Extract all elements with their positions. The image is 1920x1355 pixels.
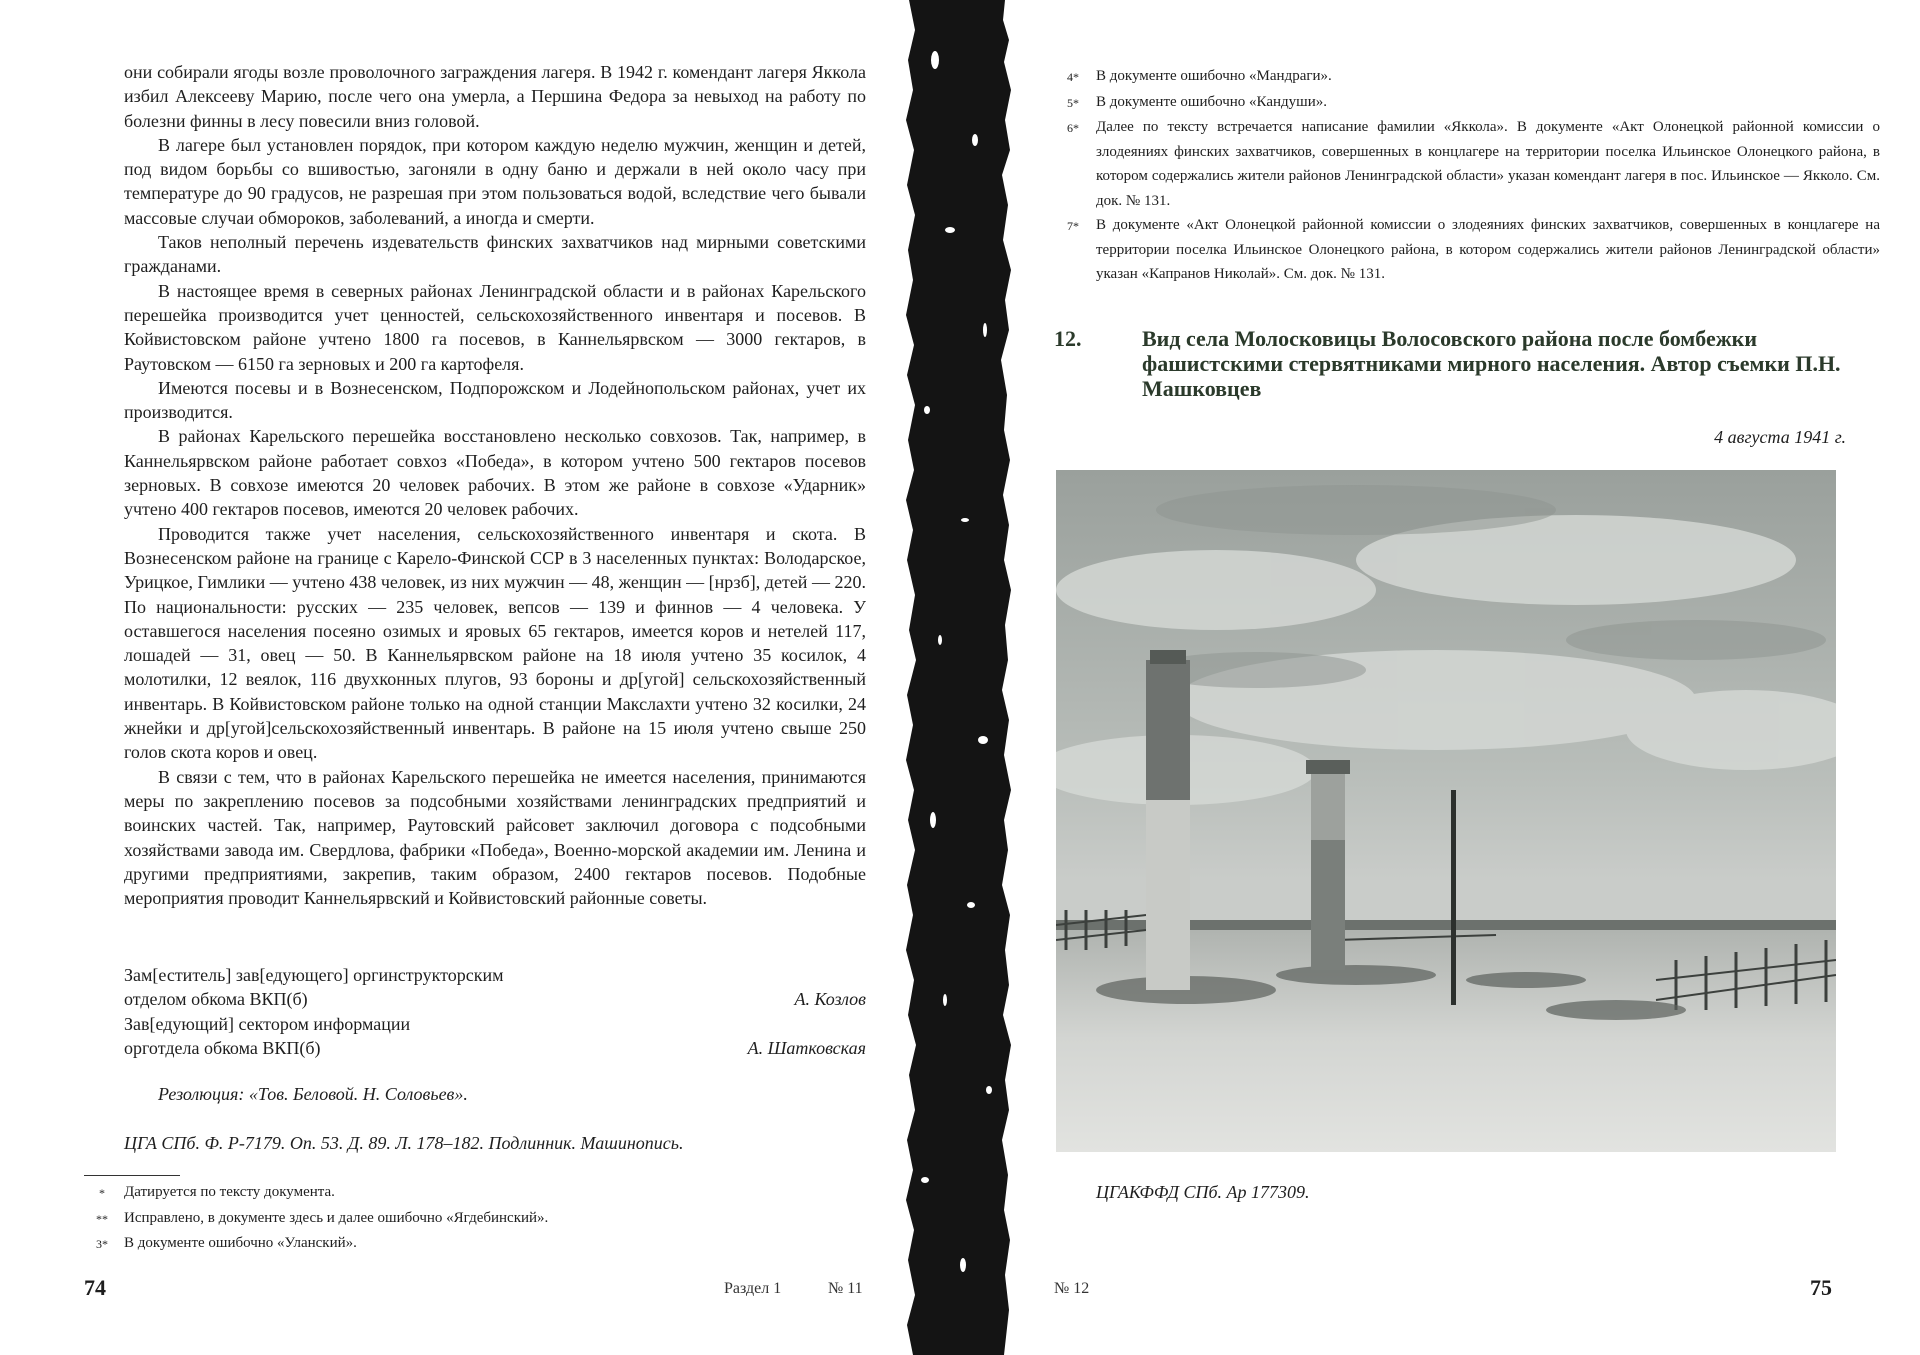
footnote [1050,90,1880,116]
signature-block [124,963,866,1060]
torn-edge-divider [905,0,1012,1355]
body-paragraph: В лагере был установлен порядок, при котором каждую неделю мужчин, женщин и детей, под видом борьбы со вшивостью, загоняли в одну баню и держали в ней около часу при температуре до 90 градусов, не разрешая при этом пользоваться водой, вследствие чего бывали массовые случаи обмороков, заболеваний, а иногда и смерти. [124,134,866,228]
body-paragraph: В связи с тем, что в районах Карельского перешейка не имеется населения, принимаются меры по закреплению посевов за подсобными хозяйствами ленинградских предприятий и воинских частей. Так, например, Раутовский райсовет заключил договора с подсобными хозяйствами завода им. Свердлова, фабрики «Победа», Военно-морской академии им. Ленина и другими предприятиями, закрепив, таким образом, 2400 гектаров посевов. Подобные мероприятия проводит Каннельярвский и Койвистовский районные советы. [124,766,866,909]
archive-reference: ЦГА СПб. Ф. Р-7179. Оп. 53. Д. 89. Л. 178–182. Подлинник. Машинопись. [124,1133,684,1153]
document-heading [1054,326,1880,401]
footnote-mark: 7* [1067,219,1079,233]
footnote-mark: 4* [1067,70,1079,84]
footnote-divider [84,1175,180,1176]
document-title: Вид села Молосковицы Волосовского района после бомбежки фашистскими стервятниками мирного населения. Автор съемки П.Н. Машковцев [1142,326,1841,401]
footnotes-left [80,1180,870,1257]
footnote [80,1206,870,1232]
footnote [1050,213,1880,287]
body-paragraph: Имеются посевы и в Вознесенском, Подпорожском и Лодейнопольском районах, учет их производится. [124,377,866,423]
footnote-mark: 6* [1067,121,1079,135]
running-header-doc-number: № 12 [1054,1280,1090,1297]
left-page [0,0,905,1355]
footnote [1050,115,1880,213]
signer-name: А. Козлов [794,989,866,1010]
footnote [1050,64,1880,90]
body-paragraph: они собирали ягоды возле проволочного заграждения лагеря. В 1942 г. комендант лагеря Яккола избил Алексееву Марию, после чего она умерла, а Першина Федора за невыход на работу по болезни финны в лесу повесили вниз головой. [124,62,866,131]
footnote-text: В документе ошибочно «Кандуши». [1096,93,1327,110]
right-page [1012,0,1920,1355]
footnote-mark: * [99,1186,105,1200]
footnote-text: В документе ошибочно «Мандраги». [1096,68,1332,84]
body-paragraph: Проводится также учет населения, сельскохозяйственного инвентаря и скота. В Вознесенском районе на границе с Карело-Финской ССР в 3 населенных пунктах: Володарское, Урицкое, Гимлики — учтено 438 человек, из них мужчин — 48, женщин — [нрзб], детей — 220. По национальности: русских — 235 человек, вепсов — 139 и финнов — 4 человека. У оставшегося населения посеяно озимых и яровых 65 гектаров, имеется коров и нетелей 117, лошадей — 31, овец — 50. В Каннельярвском районе на 18 июля учтено 35 косилок, 4 молотилки, 12 веялок, 116 двухконных плугов, 93 бороны и др[угой] сельскохозяйственный инвентарь. В Койвистовском районе только на одной станции Макслахти учтено 32 косилки, 24 жнейки и др[угой]сельскохозяйственный инвентарь. В районе на 15 июля учтено свыше 250 голов скота коров и овец. [124,523,866,763]
footnote-text: Далее по тексту встречается написание фамилии «Яккола». В документе «Акт Олонецкой районной комиссии о злодеяниях финских захватчиков, совершенных в концлагере на территории поселка Ильинское Олонецкого района, в котором содержались жители районов Ленинградской области» указан комендант лагеря в пос. Ильинское — Якколо. См. док. № 131. [1096,119,1880,209]
body-paragraph: В районах Карельского перешейка восстановлено несколько совхозов. Так, например, в Каннельярвском районе работает совхоз «Победа», в котором учтено 500 гектаров посевов зерновых. В совхозе имеются 20 человек рабочих. В этом же районе в совхозе «Ударник» учтено 400 гектаров посевов, имеются 20 человек рабочих. [124,426,866,520]
body-paragraph: В настоящее время в северных районах Ленинградской области и в районах Карельского перешейка производится учет ценностей, сельскохозяйственного инвентаря и посевов. В Койвистовском районе учтено 1800 га посевов, в Каннельярвском — 3000 гектаров, в Раутовском — 6150 га зерновых и 200 га картофеля. [124,280,866,374]
footnote-mark: 3* [96,1237,108,1251]
document-number: 12. [1054,326,1082,351]
page-number: 74 [84,1275,106,1300]
page-number: 75 [1810,1275,1832,1300]
footnotes-right [1050,64,1880,287]
document-body-text [124,60,866,910]
footnote-mark: 5* [1067,95,1079,110]
signer-title-line: Зам[еститель] зав[едующего] оргинструкторским [124,965,504,985]
body-paragraph: Таков неполный перечень издевательств финских захватчиков над мирными советскими гражданами. [124,232,866,277]
footnote-mark: ** [96,1211,108,1226]
photo-archive-reference: ЦГАКФФД СПб. Ар 177309. [1096,1182,1310,1202]
footnote [80,1231,870,1257]
footnote [80,1180,870,1206]
signer-title-line: Зав[едующий] сектором информации [124,1013,411,1034]
signer-name: А. Шатковская [747,1037,866,1058]
footnote-text: В документе «Акт Олонецкой районной комиссии о злодеяниях финских захватчиков, совершенных в концлагере на территории поселка Ильинское Олонецкого района, в котором содержались жители районов Ленинградской области» указан «Капранов Николай». См. док. № 131. [1096,217,1880,282]
running-header-doc-number: № 11 [828,1280,863,1297]
footnote-text: Датируется по тексту документа. [124,1184,335,1200]
footnote-text: В документе ошибочно «Уланский». [124,1235,357,1251]
running-header-section: Раздел 1 [724,1280,782,1297]
document-date: 4 августа 1941 г. [1714,427,1846,447]
resolution-note: Резолюция: «Тов. Беловой. Н. Соловьев». [158,1084,468,1104]
signer-title-line: орготдела обкома ВКП(б) [124,1037,321,1058]
footnote-text: Исправлено, в документе здесь и далее ошибочно «Ягдебинский». [124,1209,549,1226]
archival-photograph [1056,470,1836,1152]
signer-title-line: отделом обкома ВКП(б) [124,989,308,1010]
